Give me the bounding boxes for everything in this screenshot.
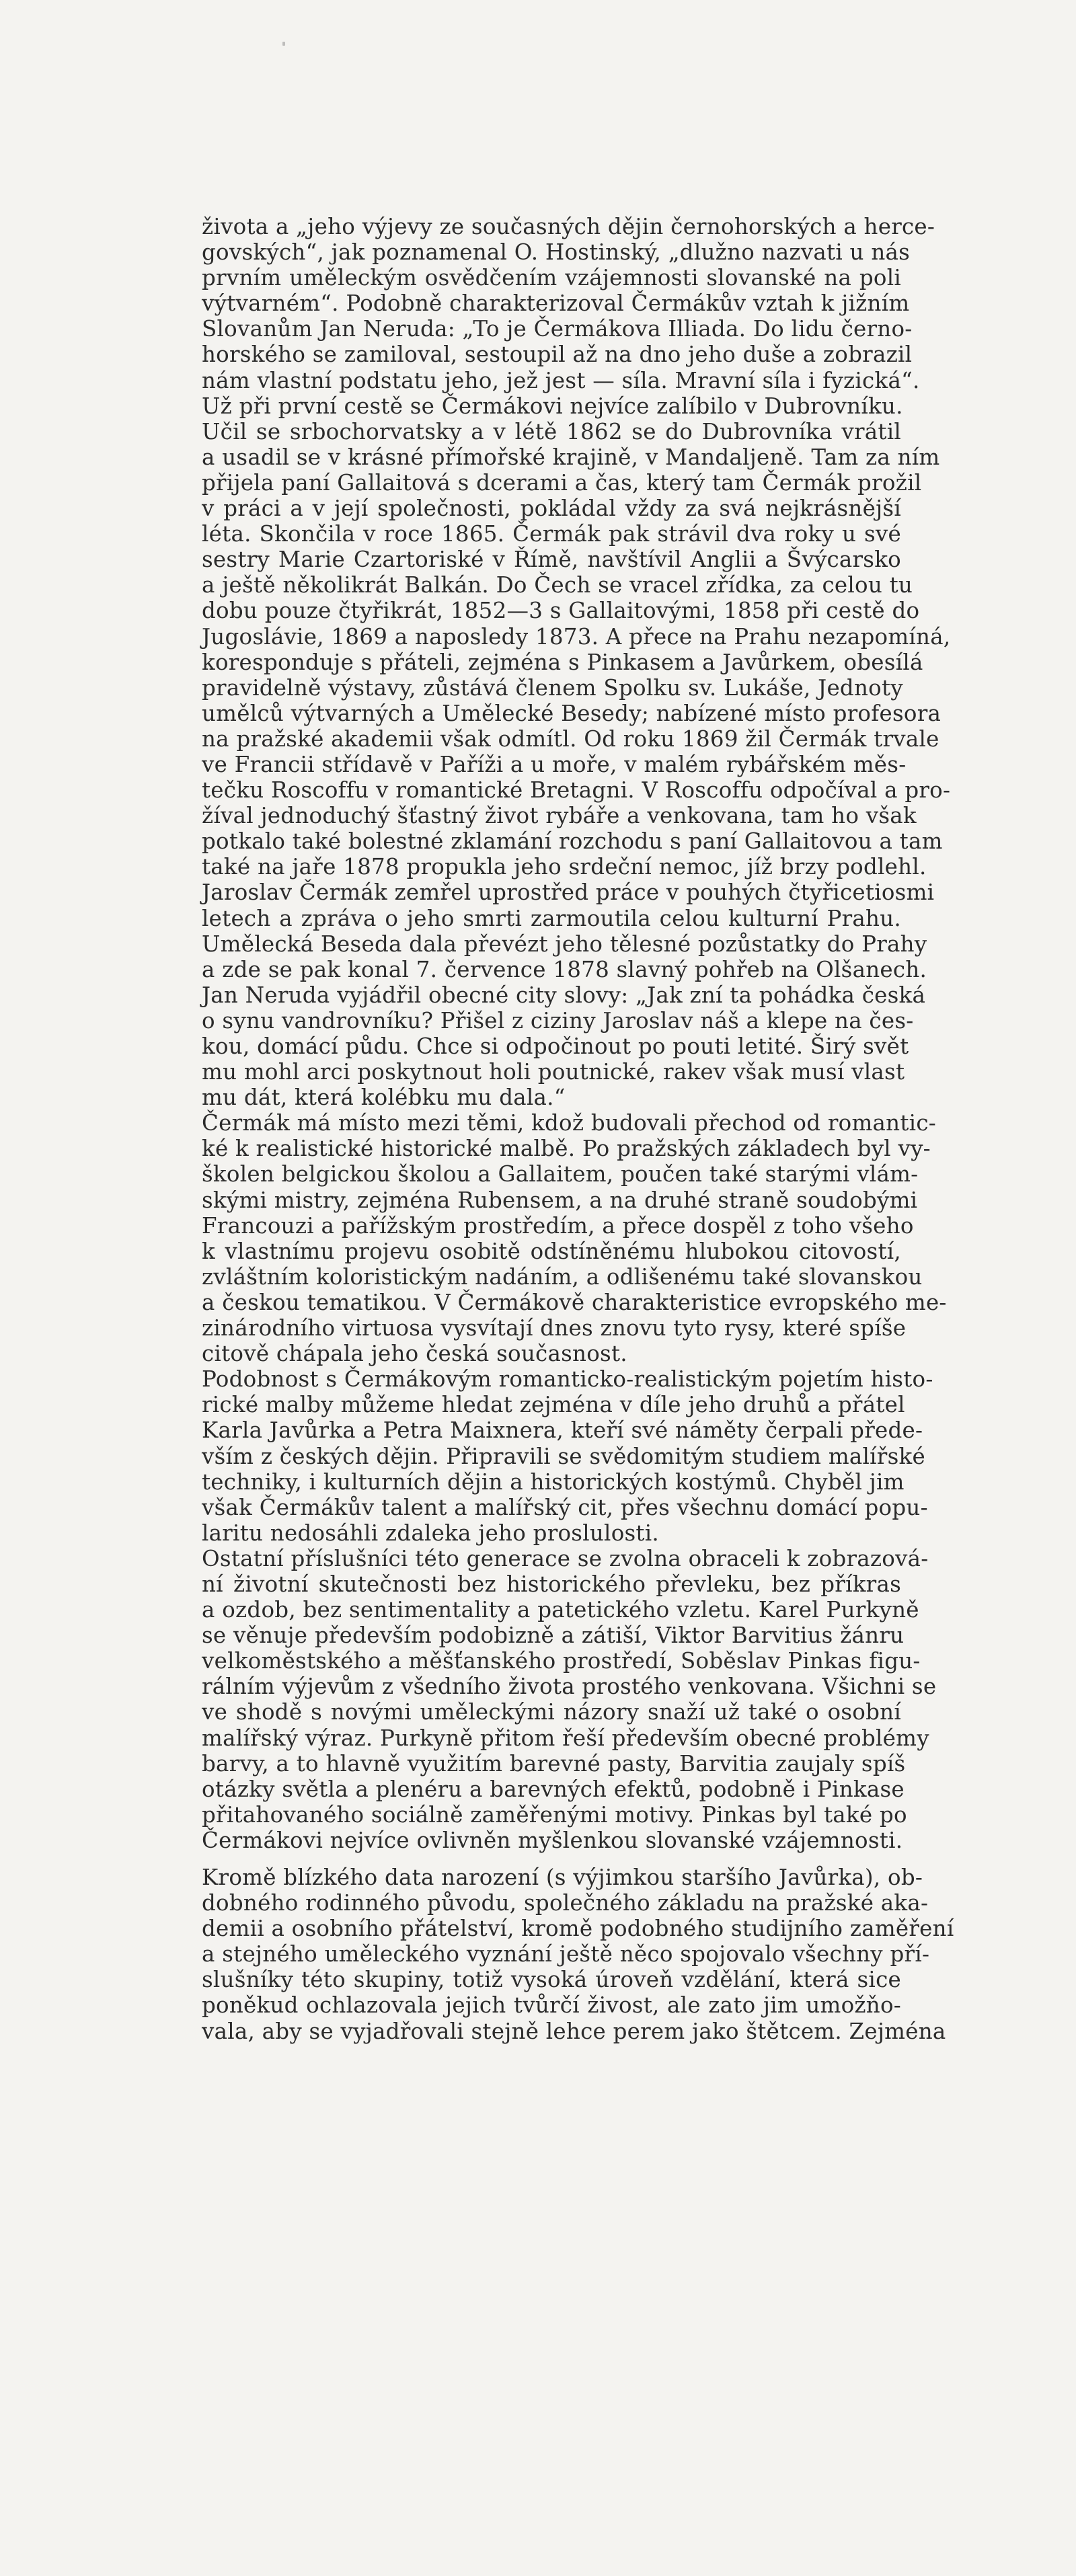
paragraph-5 bbox=[202, 1545, 937, 1853]
text-line: Umělecká Beseda dala převézt jeho tělesné pozůstatky do Prahy bbox=[202, 931, 927, 957]
text-line: žíval jednoduchý šťastný život rybáře a venkovana, tam ho však bbox=[202, 803, 917, 829]
text-line: techniky, i kulturních dějin a historických kostýmů. Chyběl jim bbox=[202, 1469, 905, 1495]
text-line: pravidelně výstavy, zůstává členem Spolku sv. Lukáše, Jednoty bbox=[202, 674, 903, 701]
text-line: k vlastnímu projevu osobitě odstíněnému hlubokou citovostí, bbox=[202, 1238, 901, 1264]
paragraph-1 bbox=[202, 214, 935, 393]
text-line: také na jaře 1878 propukla jeho srdeční nemoc, jíž brzy podlehl. bbox=[202, 854, 927, 880]
text-line: zinárodního virtuosa vysvítají dnes znovu tyto rysy, které spíše bbox=[202, 1315, 907, 1341]
text-line: vala, aby se vyjadřovali stejně lehce perem jako štětcem. Zejména bbox=[202, 2018, 946, 2044]
text-line: přitahovaného sociálně zaměřenými motivy. Pinkas byl také po bbox=[202, 1801, 907, 1828]
text-line: Jugoslávie, 1869 a naposledy 1873. A přece na Prahu nezapomíná, bbox=[202, 623, 951, 650]
print-speck bbox=[282, 42, 285, 46]
text-line: nám vlastní podstatu jeho, jež jest — síla. Mravní síla i fyzická“. bbox=[202, 367, 920, 393]
text-line: demii a osobního přátelství, kromě podobného studijního zaměření bbox=[202, 1916, 954, 1942]
text-line: ve shodě s novými uměleckými názory snaží už také o osobní bbox=[202, 1699, 901, 1725]
text-line: ní životní skutečnosti bez historického převleku, bez příkras bbox=[202, 1571, 901, 1597]
paragraph-6 bbox=[202, 1865, 954, 2044]
body-text bbox=[202, 214, 954, 2044]
text-line: velkoměstského a měšťanského prostředí, Soběslav Pinkas figu- bbox=[202, 1648, 921, 1674]
text-line: potkalo také bolestné zklamání rozchodu s paní Gallaitovou a tam bbox=[202, 828, 943, 855]
text-line: na pražské akademii však odmítl. Od roku 1869 žil Čermák trvale bbox=[202, 726, 939, 752]
text-line: Podobnost s Čermákovým romanticko-realistickým pojetím histo- bbox=[202, 1366, 933, 1393]
text-line: se věnuje především podobizně a zátiší, Viktor Barvitius žánru bbox=[202, 1623, 905, 1649]
text-line: Francouzi a pařížským prostředím, a přece dospěl z toho všeho bbox=[202, 1212, 914, 1239]
text-line: Slovanům Jan Neruda: „To je Čermákova Illiada. Do lidu černo- bbox=[202, 316, 913, 342]
text-line: Už při první cestě se Čermákovi nejvíce zalíbilo v Dubrovníku. bbox=[202, 393, 903, 419]
text-line: rálním výjevům z všedního života prostého venkovana. Všichni se bbox=[202, 1674, 937, 1700]
text-line: zvláštním koloristickým nadáním, a odlišenému také slovanskou bbox=[202, 1263, 923, 1290]
text-line: výtvarném“. Podobně charakterizoval Čermákův vztah k jižním bbox=[202, 290, 910, 317]
text-line: Učil se srbochorvatsky a v létě 1862 se do Dubrovníka vrátil bbox=[202, 418, 901, 444]
text-line: ve Francii střídavě v Paříži a u moře, v malém rybářském měs- bbox=[202, 751, 907, 777]
text-line: v práci a v její společnosti, pokládal vždy za svá nejkrásnější bbox=[202, 496, 901, 522]
text-line: Kromě blízkého data narození (s výjimkou staršího Javůrka), ob- bbox=[202, 1865, 923, 1890]
text-line: dobného rodinného původu, společného základu na pražské aka- bbox=[202, 1890, 929, 1916]
text-line: koresponduje s přáteli, zejména s Pinkasem a Javůrkem, obesílá bbox=[202, 649, 923, 675]
text-line: barvy, a to hlavně využitím barevné pasty, Barvitia zaujaly spíš bbox=[202, 1750, 906, 1777]
text-line: vším z českých dějin. Připravili se svědomitým studiem malířské bbox=[202, 1443, 925, 1469]
text-line: kou, domácí půdu. Chce si odpočinout po pouti letité. Širý svět bbox=[202, 1033, 909, 1059]
text-line: govských“, jak poznamenal O. Hostinský, „dlužno nazvati u nás bbox=[202, 239, 911, 266]
text-line: Čermák má místo mezi těmi, kdož budovali přechod od romantic- bbox=[202, 1110, 937, 1136]
text-line: a usadil se v krásné přímořské krajině, v Mandaljeně. Tam za ním bbox=[202, 444, 940, 470]
text-line: ké k realistické historické malbě. Po pražských základech byl vy- bbox=[202, 1136, 931, 1162]
text-line: však Čermákův talent a malířský cit, přes všechnu domácí popu- bbox=[202, 1494, 928, 1520]
text-line: Čermákovi nejvíce ovlivněn myšlenkou slovanské vzájemnosti. bbox=[202, 1827, 903, 1853]
text-line: umělců výtvarných a Umělecké Besedy; nabízené místo profesora bbox=[202, 700, 942, 726]
text-line: sestry Marie Czartoriské v Římě, navštívil Anglii a Švýcarsko bbox=[202, 547, 901, 573]
text-line: o synu vandrovníku? Přišel z ciziny Jaroslav náš a klepe na čes- bbox=[202, 1007, 914, 1033]
text-line: přijela paní Gallaitová s dcerami a čas, který tam Čermák prožil bbox=[202, 469, 922, 496]
text-line: otázky světla a plenéru a barevných efektů, podobně i Pinkase bbox=[202, 1776, 905, 1802]
text-line: dobu pouze čtyřikrát, 1852—3 s Gallaitovými, 1858 při cestě do bbox=[202, 598, 920, 624]
text-line: a ještě několikrát Balkán. Do Čech se vracel zřídka, za celou tu bbox=[202, 572, 913, 598]
text-line: prvním uměleckým osvědčením vzájemnosti slovanské na poli bbox=[202, 265, 901, 291]
text-line: laritu nedosáhli zdaleka jeho proslulosti. bbox=[202, 1520, 659, 1546]
text-line: Jan Neruda vyjádřil obecné city slovy: „Jak zní ta pohádka česká bbox=[202, 982, 926, 1008]
text-line: citově chápala jeho česká současnost. bbox=[202, 1341, 627, 1367]
text-line: Ostatní příslušníci této generace se zvolna obraceli k zobrazová- bbox=[202, 1545, 929, 1571]
text-line: letech a zpráva o jeho smrti zarmoutila celou kulturní Prahu. bbox=[202, 905, 901, 931]
text-line: slušníky této skupiny, totiž vysoká úroveň vzdělání, která sice bbox=[202, 1967, 901, 1993]
text-line: malířský výraz. Purkyně přitom řeší především obecné problémy bbox=[202, 1725, 929, 1751]
text-line: Karla Javůrka a Petra Maixnera, kteří své náměty čerpali přede- bbox=[202, 1417, 923, 1444]
text-line: tečku Roscoffu v romantické Bretagni. V Roscoffu odpočíval a pro- bbox=[202, 777, 951, 804]
paragraph-2 bbox=[202, 393, 951, 1111]
text-line: života a „jeho výjevy ze současných dějin černohorských a herce- bbox=[202, 214, 935, 239]
text-line: a českou tematikou. V Čermákově charakteristice evropského me- bbox=[202, 1289, 947, 1315]
paragraph-4 bbox=[202, 1366, 933, 1546]
text-line: poněkud ochlazovala jejich tvůrčí živost, ale zato jim umožňo- bbox=[202, 1992, 901, 2019]
text-line: mu mohl arci poskytnout holi poutnické, rakev však musí vlast bbox=[202, 1059, 905, 1085]
text-line: Jaroslav Čermák zemřel uprostřed práce v pouhých čtyřicetiosmi bbox=[202, 880, 935, 906]
text-line: rické malby můžeme hledat zejména v díle jeho druhů a přátel bbox=[202, 1392, 905, 1418]
paragraph-3 bbox=[202, 1110, 947, 1367]
text-line: a stejného uměleckého vyznání ještě něco spojovalo všechny pří- bbox=[202, 1941, 930, 1967]
text-line: mu dát, která kolébku mu dala.“ bbox=[202, 1085, 566, 1111]
text-line: školen belgickou školou a Gallaitem, poučen také starými vlám- bbox=[202, 1161, 919, 1187]
text-line: a zde se pak konal 7. července 1878 slavný pohřeb na Olšanech. bbox=[202, 956, 927, 982]
text-line: a ozdob, bez sentimentality a patetického vzletu. Karel Purkyně bbox=[202, 1597, 919, 1623]
text-line: léta. Skončila v roce 1865. Čermák pak strávil dva roky u své bbox=[202, 521, 901, 547]
text-line: horského se zamiloval, sestoupil až na dno jeho duše a zobrazil bbox=[202, 342, 913, 368]
text-line: skými mistry, zejména Rubensem, a na druhé straně soudobými bbox=[202, 1187, 918, 1213]
